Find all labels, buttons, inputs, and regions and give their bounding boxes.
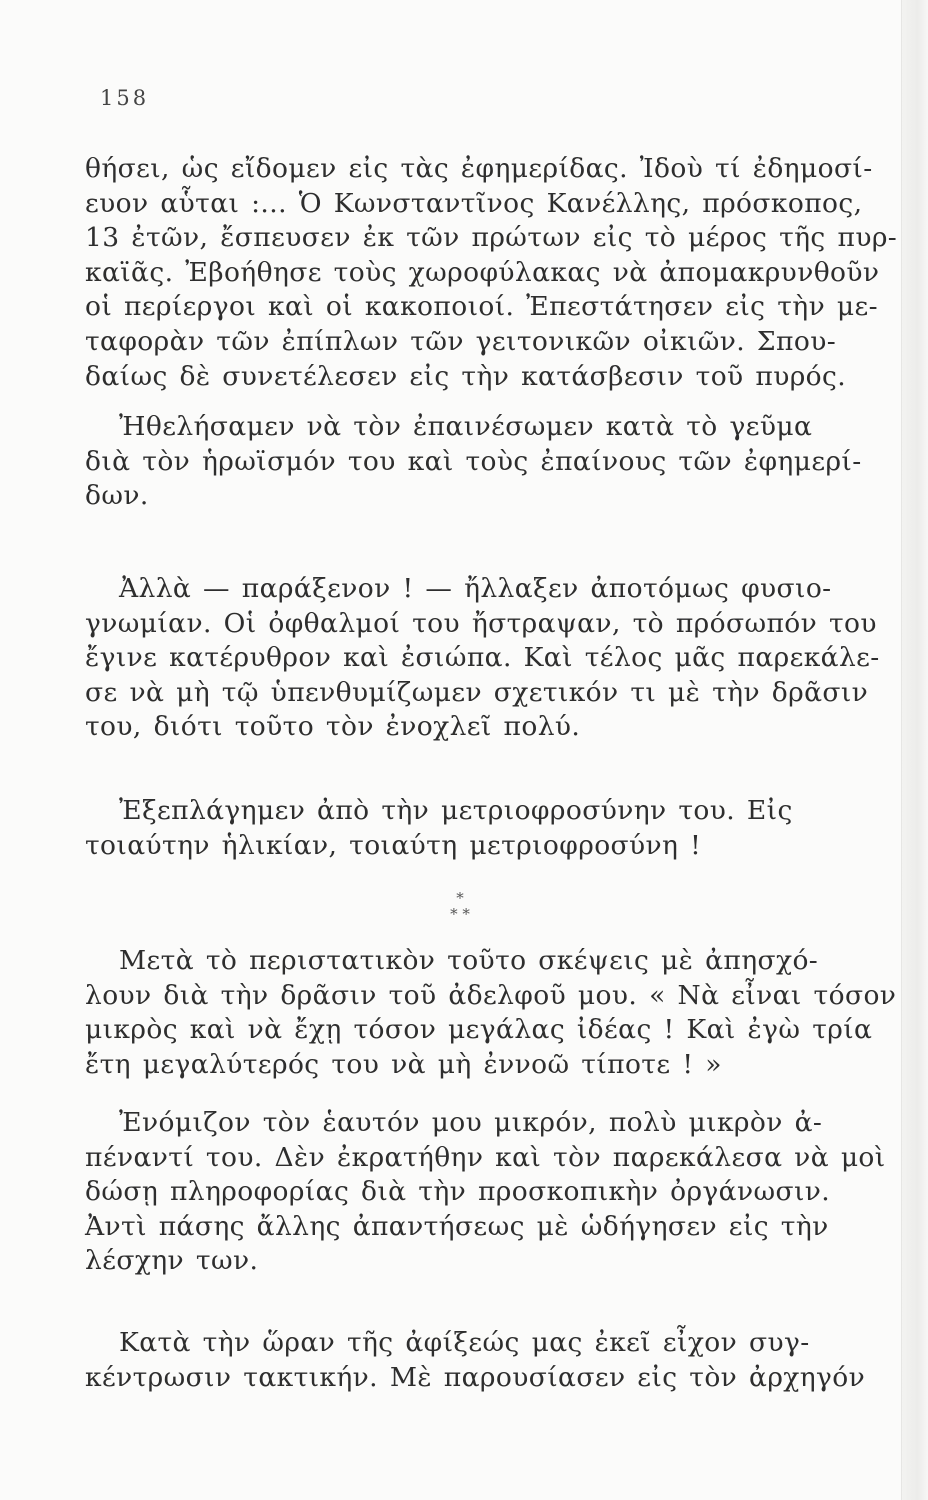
paragraph-1 xyxy=(85,152,897,394)
text-line: του, διότι τοῦτο τὸν ἐνοχλεῖ πολύ. xyxy=(85,711,581,743)
paragraph-6 xyxy=(85,1106,886,1279)
section-separator xyxy=(435,890,485,922)
text-line: δαίως δὲ συνετέλεσεν εἰς τὴν κατάσβεσιν τοῦ πυρός. xyxy=(85,360,847,392)
asterism-bottom: * * xyxy=(450,905,470,923)
paragraph-3 xyxy=(85,572,880,745)
text-line: Ἐξεπλάγημεν ἀπὸ τὴν μετριοφροσύνην του. Εἰς xyxy=(119,795,793,826)
text-line: 13 ἐτῶν, ἔσπευσεν ἐκ τῶν πρώτων εἰς τὸ μέρος τῆς πυρ- xyxy=(85,222,898,254)
text-line: Ἠθελήσαμεν νὰ τὸν ἐπαινέσωμεν κατὰ τὸ γεῦμα xyxy=(119,411,813,442)
text-line: καϊᾶς. Ἐβοήθησε τοὺς χωροφύλακας νὰ ἀπομακρυνθοῦν xyxy=(85,256,880,288)
text-line: γνωμίαν. Οἱ ὀφθαλμοί του ἤστραψαν, τὸ πρόσωπόν του xyxy=(85,607,877,639)
text-line: Ἀλλὰ — παράξενον ! — ἤλλαξεν ἀποτόμως φυσιο- xyxy=(119,573,832,604)
text-line: πέναντί του. Δὲν ἐκρατήθην καὶ τὸν παρεκάλεσα νὰ μοὶ xyxy=(85,1141,886,1173)
text-line: θήσει, ὡς εἴδομεν εἰς τὰς ἐφημερίδας. Ἰδοὺ τί ἐδημοσί- xyxy=(85,153,873,184)
paragraph-5 xyxy=(85,944,897,1082)
text-line: Κατὰ τὴν ὥραν τῆς ἀφίξεώς μας ἐκεῖ εἶχον συγ- xyxy=(119,1327,810,1358)
asterism-top: * xyxy=(456,889,464,907)
text-line: Μετὰ τὸ περιστατικὸν τοῦτο σκέψεις μὲ ἀπησχό- xyxy=(119,945,819,976)
text-line: ἔτη μεγαλύτερός του νὰ μὴ ἐννοῶ τίποτε ! » xyxy=(85,1048,722,1080)
text-line: ταφορὰν τῶν ἐπίπλων τῶν γειτονικῶν οἰκιῶν. Σπου- xyxy=(85,325,837,357)
text-line: λουν διὰ τὴν δρᾶσιν τοῦ ἀδελφοῦ μου. « Νὰ εἶναι τόσον xyxy=(85,979,897,1011)
text-line: ευον αὗται :... Ὁ Κωνσταντῖνος Κανέλλης, πρόσκοπος, xyxy=(85,187,863,219)
paragraph-7 xyxy=(85,1326,866,1395)
text-line: διὰ τὸν ἡρωϊσμόν του καὶ τοὺς ἐπαίνους τῶν ἐφημερί- xyxy=(85,445,862,477)
paragraph-4 xyxy=(85,794,793,863)
text-line: Ἀντὶ πάσης ἄλλης ἀπαντήσεως μὲ ὡδήγησεν εἰς τὴν xyxy=(85,1210,829,1242)
page-number: 158 xyxy=(100,86,150,110)
text-line: λέσχην των. xyxy=(85,1245,259,1277)
text-line: δώσῃ πληροφορίας διὰ τὴν προσκοπικὴν ὀργάνωσιν. xyxy=(85,1176,831,1208)
text-line: σε νὰ μὴ τῷ ὑπενθυμίζωμεν σχετικόν τι μὲ τὴν δρᾶσιν xyxy=(85,676,869,708)
text-line: τοιαύτην ἡλικίαν, τοιαύτη μετριοφροσύνη ! xyxy=(85,829,702,861)
text-line: οἱ περίεργοι καὶ οἱ κακοποιοί. Ἐπεστάτησεν εἰς τὴν με- xyxy=(85,291,879,323)
text-line: ἔγινε κατέρυθρον καὶ ἐσιώπα. Καὶ τέλος μᾶς παρεκάλε- xyxy=(85,642,880,674)
paragraph-2 xyxy=(85,410,862,514)
text-line: μικρὸς καὶ νὰ ἔχῃ τόσον μεγάλας ἰδέας ! Καὶ ἐγὼ τρία xyxy=(85,1014,873,1046)
text-line: δων. xyxy=(85,480,149,512)
text-line: Ἐνόμιζον τὸν ἑαυτόν μου μικρόν, πολὺ μικρὸν ἀ- xyxy=(119,1107,823,1138)
text-line: κέντρωσιν τακτικήν. Μὲ παρουσίασεν εἰς τὸν ἀρχηγόν xyxy=(85,1361,866,1393)
page-edge xyxy=(901,0,928,1500)
